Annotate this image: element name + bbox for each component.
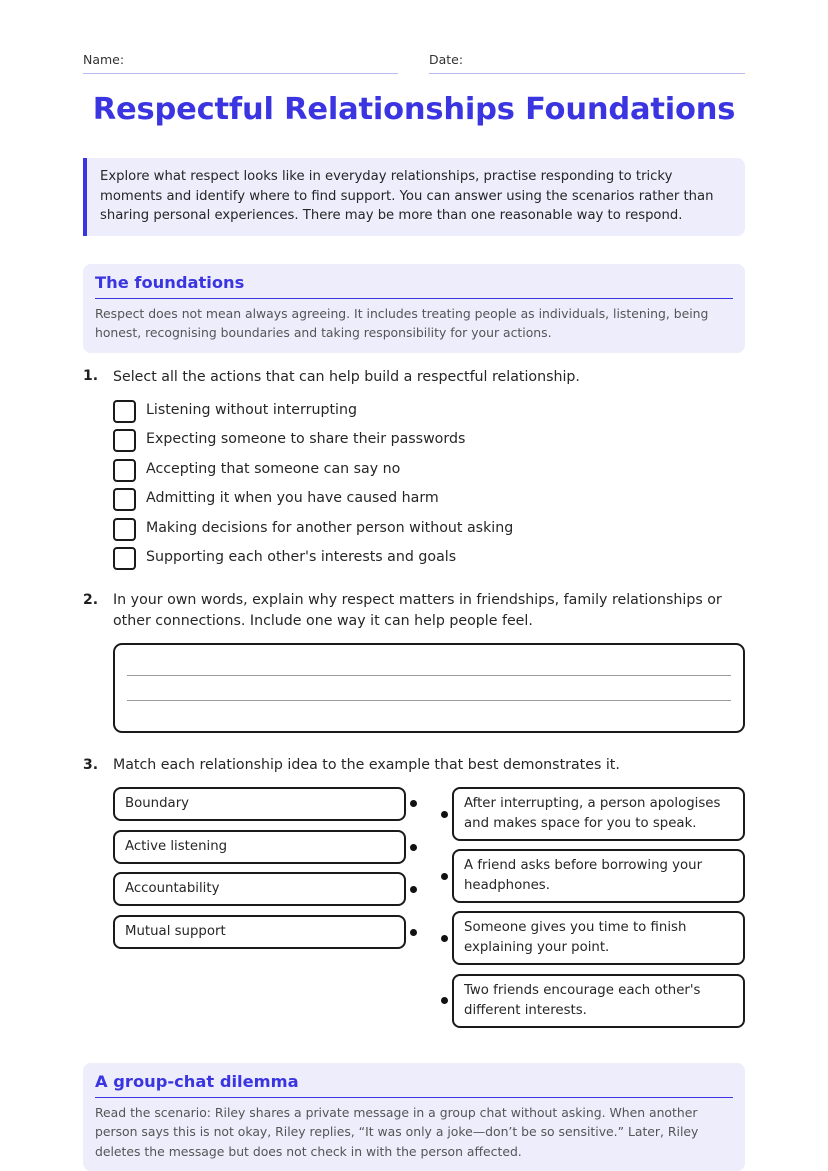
match-left-dot[interactable]	[410, 929, 417, 936]
match-right-item[interactable]: Two friends encourage each other's different interests.	[452, 974, 745, 1028]
checkbox[interactable]	[113, 429, 136, 452]
match-left-item[interactable]: Boundary	[113, 787, 406, 821]
foundations-heading: The foundations	[95, 273, 733, 299]
group-chat-text: Read the scenario: Riley shares a private message in a group chat without asking. When another person says this is not okay, Riley replies, “It was only a joke—don’t be so sensitive.” Later, Riley deletes the message but does not check in with the person affected.	[95, 1105, 699, 1159]
question-2-text: In your own words, explain why respect matters in friendships, family relationships or other connections. Include one way it can help people feel.	[113, 592, 722, 629]
checkbox[interactable]	[113, 459, 136, 482]
q1-option-label: Expecting someone to share their passwords	[146, 431, 466, 447]
question-2-number: 2.	[83, 592, 99, 608]
match-left-item[interactable]: Mutual support	[113, 915, 406, 949]
q1-option[interactable]	[113, 400, 633, 424]
q1-option-label: Making decisions for another person without asking	[146, 520, 514, 536]
match-right-dot[interactable]	[441, 873, 448, 880]
checkbox[interactable]	[113, 518, 136, 541]
match-left-dot[interactable]	[410, 886, 417, 893]
match-right-dot[interactable]	[441, 997, 448, 1004]
match-right-item[interactable]: Someone gives you time to finish explaining your point.	[452, 911, 745, 965]
date-label: Date:	[429, 52, 464, 67]
checkbox[interactable]	[113, 488, 136, 511]
question-3-number: 3.	[83, 757, 99, 773]
q1-option-label: Admitting it when you have caused harm	[146, 490, 439, 506]
match-right-dot[interactable]	[441, 811, 448, 818]
match-left-dot[interactable]	[410, 800, 417, 807]
match-left-item[interactable]: Accountability	[113, 872, 406, 906]
q1-option[interactable]	[113, 518, 633, 542]
foundations-text: Respect does not mean always agreeing. It includes treating people as individuals, listening, being honest, recognising boundaries and taking responsibility for your actions.	[95, 306, 709, 341]
question-1-number: 1.	[83, 368, 99, 384]
question-3-text: Match each relationship idea to the example that best demonstrates it.	[113, 757, 620, 773]
match-right-dot[interactable]	[441, 935, 448, 942]
group-chat-heading: A group-chat dilemma	[95, 1072, 733, 1098]
q1-option[interactable]	[113, 547, 633, 571]
q1-option-label: Accepting that someone can say no	[146, 461, 401, 477]
q1-option[interactable]	[113, 459, 633, 483]
writing-line	[127, 675, 731, 676]
name-label: Name:	[83, 52, 125, 67]
name-date-row	[83, 52, 745, 74]
q1-option-label: Supporting each other's interests and goals	[146, 549, 457, 565]
match-left-item[interactable]: Active listening	[113, 830, 406, 864]
q1-option[interactable]	[113, 429, 633, 453]
match-left-dot[interactable]	[410, 844, 417, 851]
match-right-item[interactable]: After interrupting, a person apologises and makes space for you to speak.	[452, 787, 745, 841]
answer-textarea[interactable]	[113, 643, 745, 733]
intro-callout: Explore what respect looks like in everyday relationships, practise responding to tricky moments and identify where to find support. You can answer using the scenarios rather than sharing personal experiences. There may be more than one reasonable way to respond.	[83, 158, 745, 236]
foundations-section	[83, 264, 745, 353]
match-right-item[interactable]: A friend asks before borrowing your headphones.	[452, 849, 745, 903]
group-chat-section	[83, 1063, 745, 1171]
checkbox[interactable]	[113, 547, 136, 570]
writing-line	[127, 700, 731, 701]
date-field[interactable]	[429, 52, 745, 74]
checkbox[interactable]	[113, 400, 136, 423]
worksheet-title: Respectful Relationships Foundations	[92, 92, 736, 127]
q1-option[interactable]	[113, 488, 633, 512]
question-1-text: Select all the actions that can help build a respectful relationship.	[113, 369, 580, 385]
name-field[interactable]	[83, 52, 398, 74]
q1-option-label: Listening without interrupting	[146, 402, 357, 418]
